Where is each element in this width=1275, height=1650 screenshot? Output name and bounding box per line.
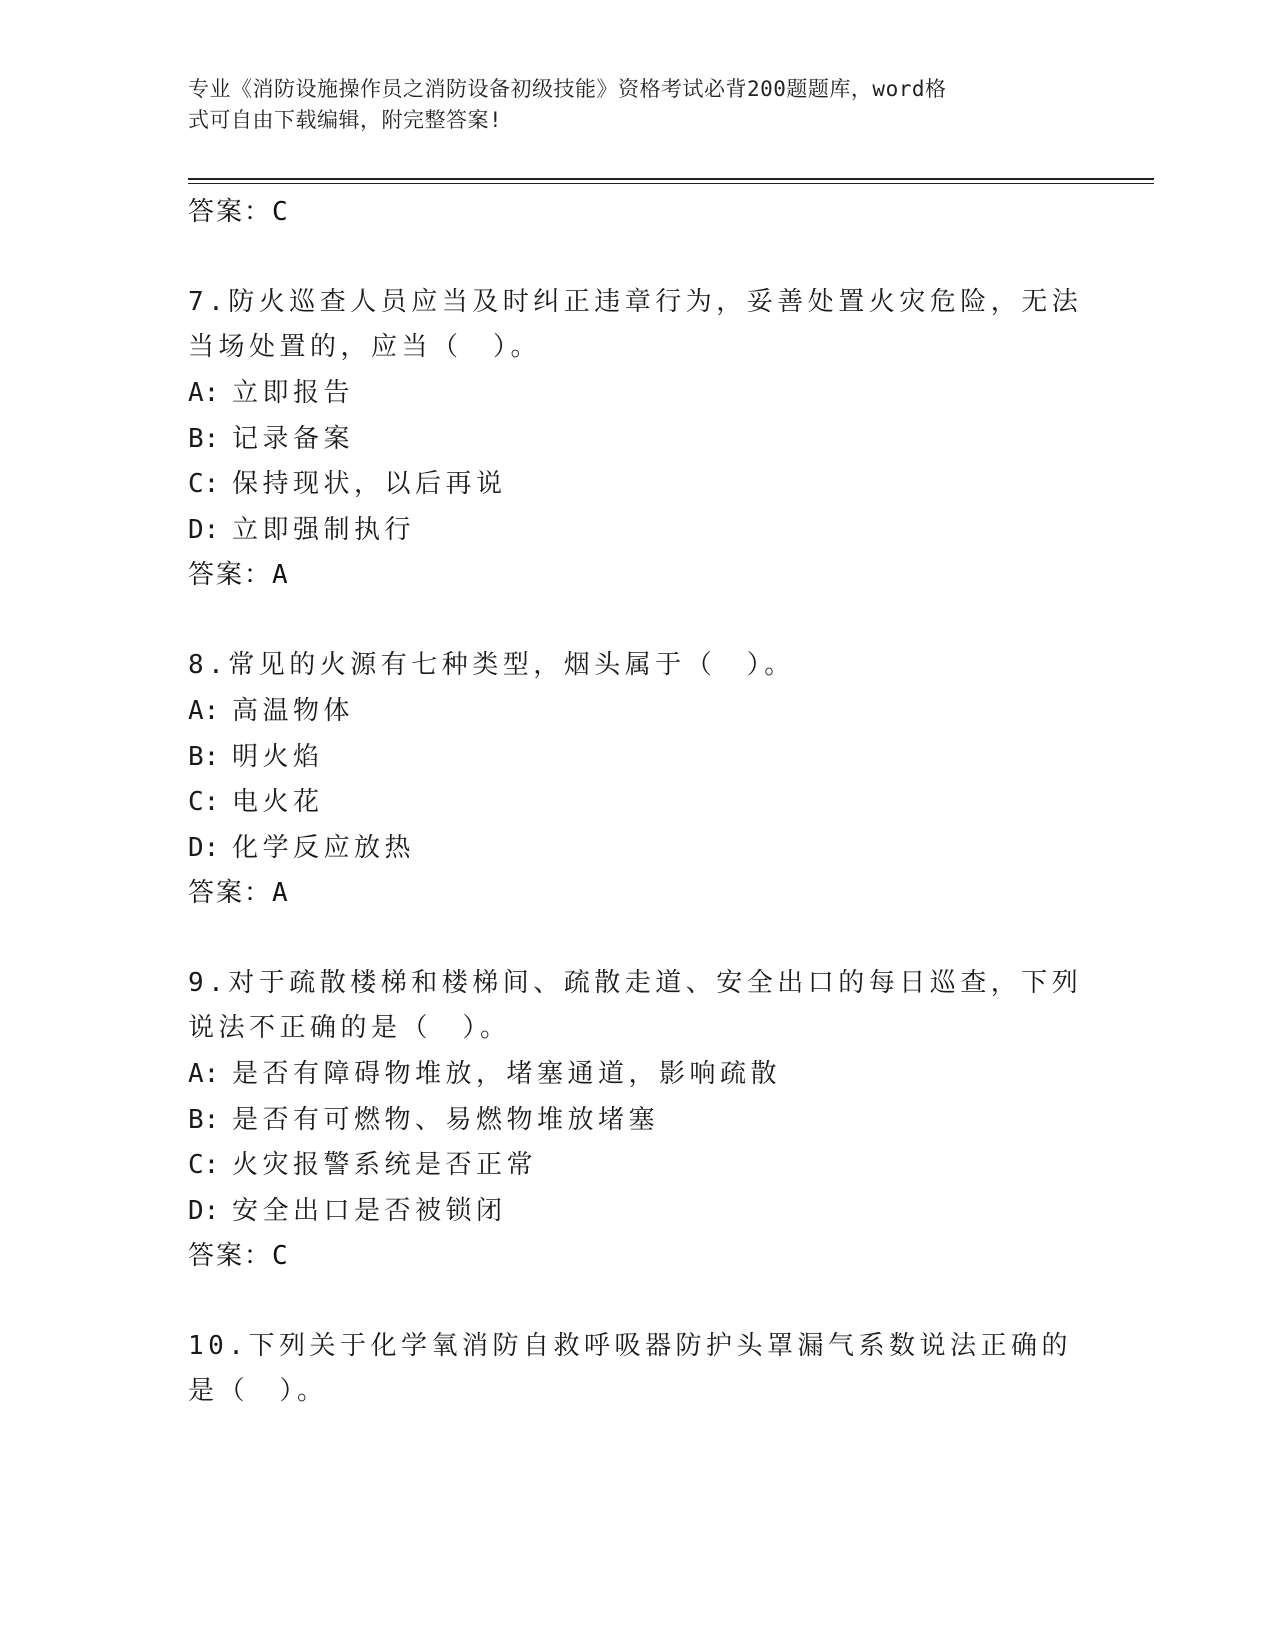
- answer-value: C: [272, 197, 290, 227]
- answer-label: 答案：: [188, 878, 273, 908]
- option-letter: D:: [188, 514, 220, 545]
- option-c: [188, 1143, 1088, 1189]
- option-letter: C:: [188, 469, 220, 499]
- option-text: 保持现状，以后再说: [232, 469, 507, 499]
- option-letter: C:: [188, 787, 220, 817]
- option-letter: D:: [188, 832, 220, 863]
- option-text: 安全出口是否被锁闭: [232, 1195, 507, 1226]
- answer-value: A: [272, 560, 290, 590]
- option-text: 记录备案: [232, 423, 355, 454]
- option-letter: D:: [188, 1195, 220, 1226]
- option-c: [188, 462, 1088, 508]
- answer-line: [188, 871, 1088, 915]
- option-d: [188, 1189, 1088, 1235]
- option-b: [188, 735, 1088, 781]
- option-d: [188, 508, 1088, 554]
- option-letter: A:: [188, 696, 220, 726]
- question-stem: 7.防火巡查人员应当及时纠正违章行为，妥善处置火灾危险，无法当场处置的，应当（ ）。: [188, 287, 1083, 362]
- answer-label: 答案：: [188, 197, 273, 227]
- question-8: [188, 643, 1088, 915]
- question-list: [188, 190, 1088, 1415]
- option-text: 明火焰: [232, 741, 324, 772]
- option-letter: B:: [188, 1104, 220, 1135]
- question-stem: 9.对于疏散楼梯和楼梯间、疏散走道、安全出口的每日巡查，下列说法不正确的是（ ）。: [188, 968, 1083, 1043]
- option-text: 化学反应放热: [232, 832, 416, 863]
- header-line-2: 式可自由下载编辑，附完整答案!: [188, 108, 503, 132]
- answer-value: A: [272, 878, 290, 908]
- option-b: [188, 417, 1088, 463]
- option-text: 立即报告: [232, 378, 355, 408]
- question-stem: 10.下列关于化学氧消防自救呼吸器防护头罩漏气系数说法正确的是（ ）。: [188, 1331, 1072, 1406]
- option-d: [188, 826, 1088, 872]
- answer-line: [188, 553, 1088, 597]
- answer-line: [188, 190, 1088, 234]
- question-9: [188, 961, 1088, 1278]
- option-letter: A:: [188, 378, 220, 408]
- option-text: 高温物体: [232, 696, 355, 726]
- answer-line: [188, 1234, 1088, 1278]
- header-rule-thin: [188, 183, 1154, 184]
- option-b: [188, 1098, 1088, 1144]
- option-letter: B:: [188, 423, 220, 454]
- question-stem: 8.常见的火源有七种类型，烟头属于（ ）。: [188, 650, 795, 680]
- option-a: [188, 1052, 1088, 1098]
- document-header: [188, 74, 1068, 136]
- question-7: [188, 280, 1088, 597]
- option-letter: B:: [188, 741, 220, 772]
- answer-value: C: [272, 1241, 290, 1271]
- option-a: [188, 371, 1088, 417]
- answer-label: 答案：: [188, 560, 273, 590]
- option-text: 是否有障碍物堆放，堵塞通道，影响疏散: [232, 1059, 782, 1089]
- option-text: 立即强制执行: [232, 514, 416, 545]
- answer-label: 答案：: [188, 1241, 273, 1271]
- question-10: [188, 1324, 1088, 1414]
- option-text: 是否有可燃物、易燃物堆放堵塞: [232, 1104, 660, 1135]
- option-a: [188, 689, 1088, 735]
- option-letter: A:: [188, 1059, 220, 1089]
- header-rule-thick: [188, 178, 1154, 180]
- option-c: [188, 780, 1088, 826]
- option-letter: C:: [188, 1150, 220, 1180]
- option-text: 火灾报警系统是否正常: [232, 1150, 538, 1180]
- header-line-1: 专业《消防设施操作员之消防设备初级技能》资格考试必背200题题库，word格: [188, 77, 947, 101]
- option-text: 电火花: [232, 787, 324, 817]
